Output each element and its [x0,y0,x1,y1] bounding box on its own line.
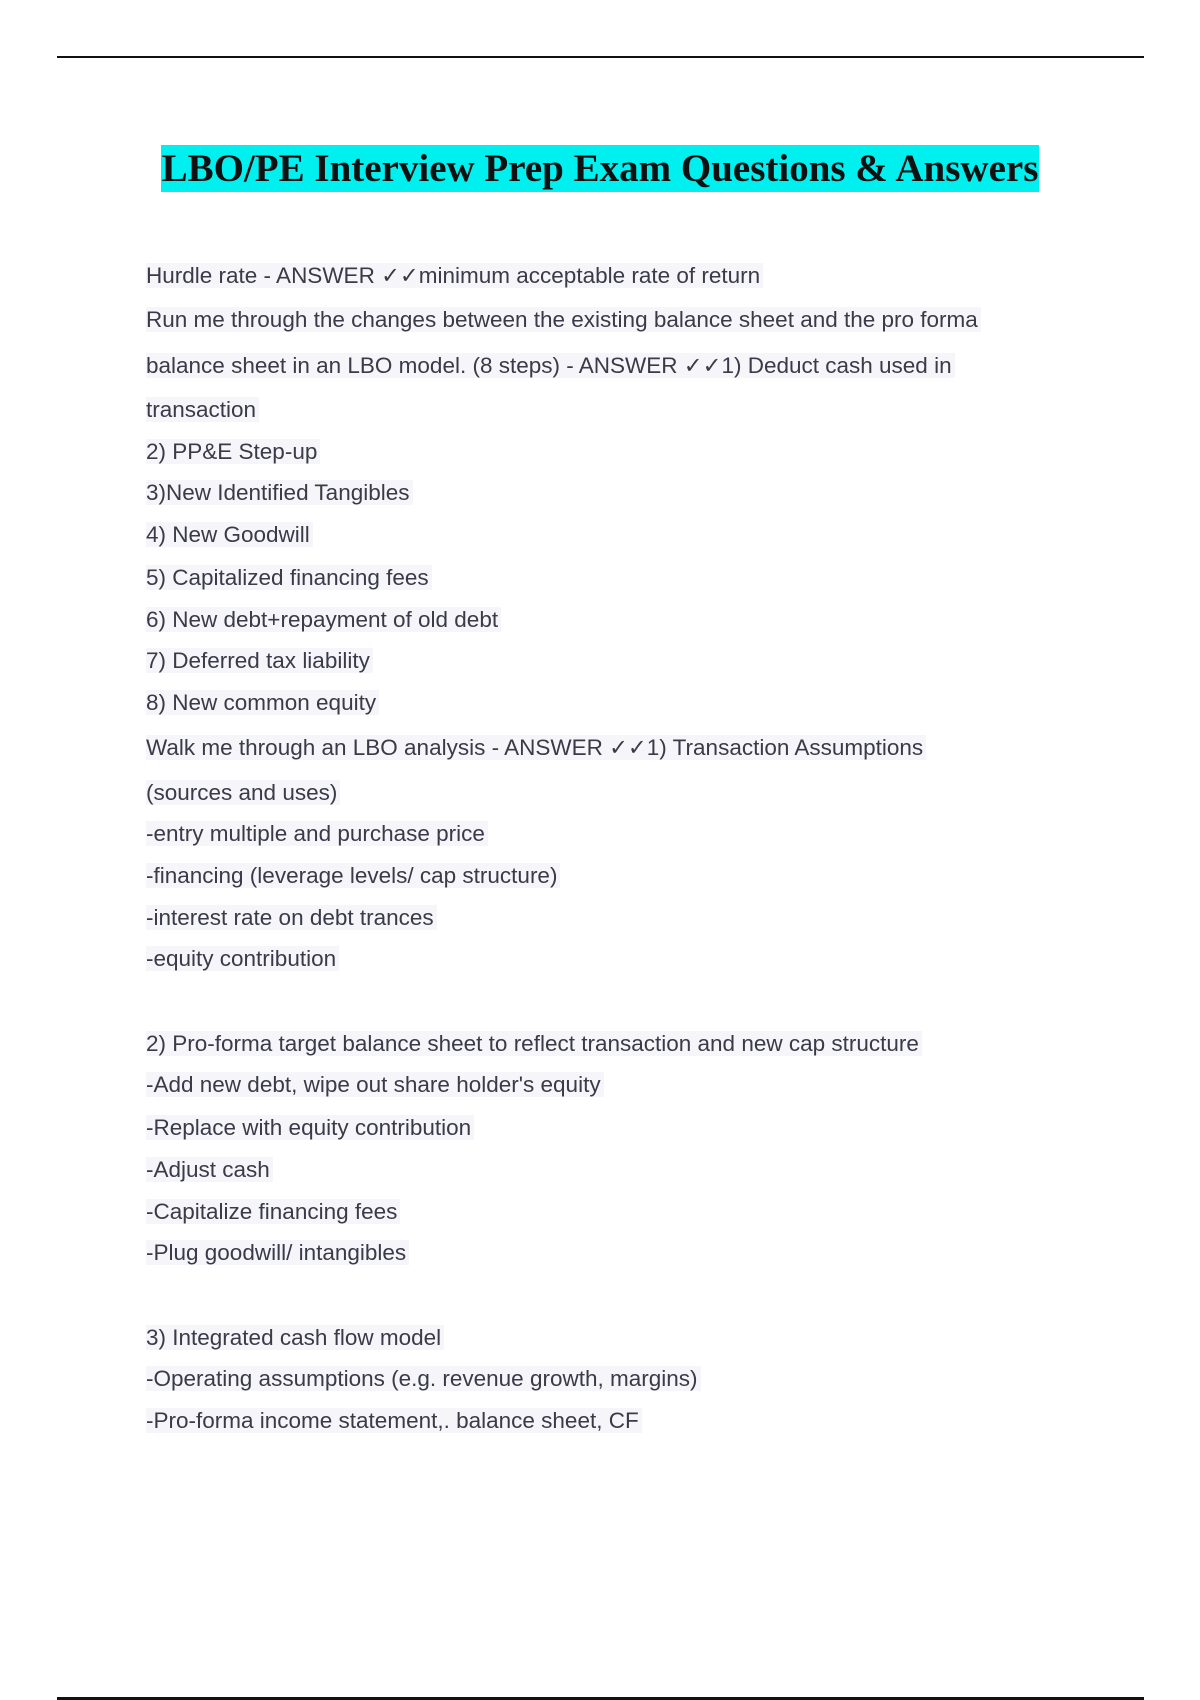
text-line: 4) New Goodwill [146,519,313,551]
text-line: -entry multiple and purchase price [146,818,488,850]
text-line: -Adjust cash [146,1154,273,1186]
text-line: -Add new debt, wipe out share holder's equity [146,1069,604,1101]
text-line: Walk me through an LBO analysis - ANSWER ✓✓1) Transaction Assumptions [146,732,926,764]
top-rule [57,56,1144,58]
text-line: 2) Pro-forma target balance sheet to reflect transaction and new cap structure [146,1028,922,1060]
text-line: transaction [146,394,259,426]
text-line: 3) Integrated cash flow model [146,1322,444,1354]
text-line: 2) PP&E Step-up [146,436,320,468]
text-line: -Replace with equity contribution [146,1112,474,1144]
page-title: LBO/PE Interview Prep Exam Questions & Answers [161,147,1039,190]
text-line: -Pro-forma income statement,. balance sheet, CF [146,1405,642,1437]
text-line: -Operating assumptions (e.g. revenue growth, margins) [146,1363,701,1395]
text-line: 8) New common equity [146,687,379,719]
text-line: balance sheet in an LBO model. (8 steps) - ANSWER ✓✓1) Deduct cash used in [146,350,955,382]
text-line: -equity contribution [146,943,339,975]
text-line: 6) New debt+repayment of old debt [146,604,501,636]
text-line: 3)New Identified Tangibles [146,477,413,509]
text-line: 5) Capitalized financing fees [146,562,432,594]
text-line: -interest rate on debt trances [146,902,437,934]
text-line: 7) Deferred tax liability [146,645,373,677]
title-container [0,145,1200,192]
text-line: (sources and uses) [146,777,340,809]
text-line: -Plug goodwill/ intangibles [146,1237,409,1269]
text-line: Run me through the changes between the existing balance sheet and the pro forma [146,304,981,336]
text-line: Hurdle rate - ANSWER ✓✓minimum acceptable rate of return [146,260,763,292]
text-line: -Capitalize financing fees [146,1196,400,1228]
text-line: -financing (leverage levels/ cap structure) [146,860,560,892]
